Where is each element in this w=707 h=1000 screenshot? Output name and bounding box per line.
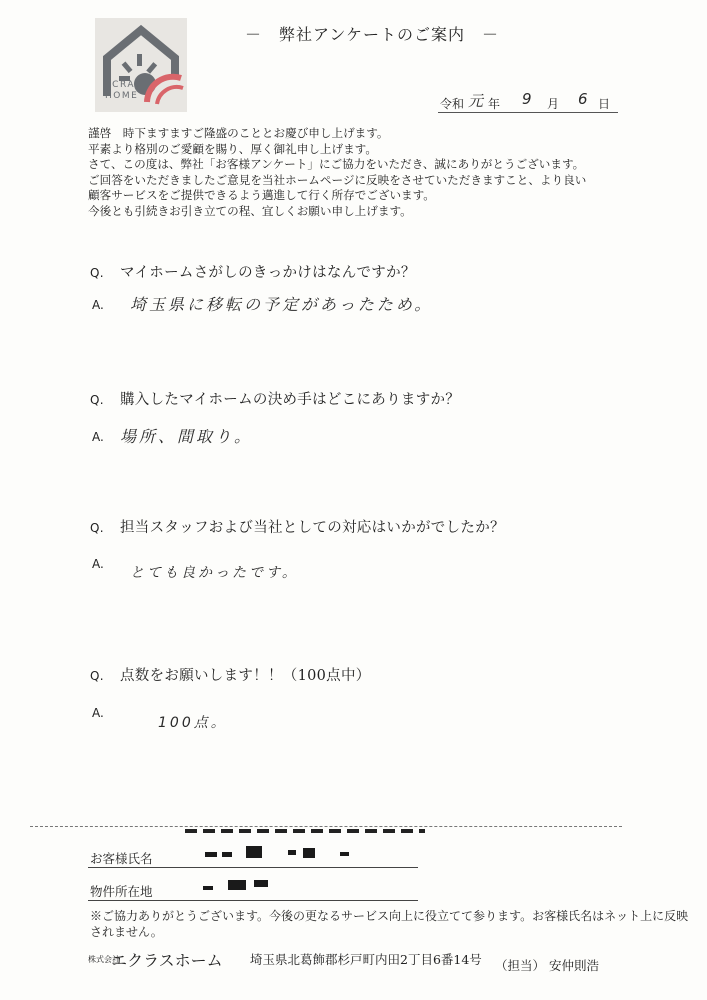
- staff-info: [495, 956, 599, 974]
- question-text: マイホームさがしのきっかけはなんですか？: [120, 265, 416, 281]
- date-year-unit: 年: [488, 97, 501, 111]
- footer-note: ※ご協力ありがとうございます。今後の更なるサービス向上に役立てて参ります。お客様氏名はネット上に反映されません。: [90, 909, 689, 939]
- company-logo: [95, 18, 187, 112]
- redacted-mark: [203, 886, 213, 890]
- company-type: 株式会社: [88, 954, 120, 964]
- page-title: － 弊社アンケートのご案内 －: [245, 25, 500, 44]
- answer-1: 埼玉県に移転の予定があったため。: [130, 295, 434, 314]
- answer-4: 100点。: [158, 715, 228, 731]
- redacted-mark: [222, 852, 232, 857]
- date-underline: [438, 112, 618, 113]
- question-1: [90, 261, 416, 282]
- redacted-mark: [254, 880, 268, 887]
- staff-name: 安仲則浩: [549, 958, 600, 973]
- greeting-line: ご回答をいただきましたご意見を当社ホームページに反映をさせていただきますこと、より良い: [88, 172, 587, 187]
- footer-divider: [30, 826, 622, 827]
- greeting-text: [88, 126, 586, 219]
- redacted-mark: [228, 880, 246, 890]
- redacted-mark: [340, 852, 349, 856]
- question-2: [90, 388, 460, 409]
- q-mark: Q.: [90, 669, 104, 683]
- answer-3: とても良かったです。: [130, 565, 299, 581]
- greeting-line: 平素より格別のご愛顧を賜り、厚く御礼申し上げます。: [88, 141, 377, 156]
- greeting-line: 謹啓 時下ますますご隆盛のこととお慶び申し上げます。: [88, 126, 389, 140]
- date-day-unit: 日: [598, 97, 611, 111]
- a-mark: A.: [92, 430, 104, 444]
- greeting-line: さて、この度は、弊社「お客様アンケート」にご協力をいただき、誠にありがとうございます。: [88, 157, 585, 171]
- question-text: 担当スタッフおよび当社としての対応はいかがでしたか？: [120, 520, 505, 536]
- date-year: 元: [468, 92, 484, 110]
- customer-name-label: お客様氏名: [90, 851, 153, 866]
- question-3: [90, 516, 505, 537]
- question-text: 購入したマイホームの決め手はどこにありますか？: [120, 392, 461, 408]
- a-mark: A.: [92, 298, 104, 312]
- q-mark: Q.: [90, 266, 104, 280]
- a-mark: A.: [92, 706, 104, 720]
- property-location-line: [88, 900, 418, 901]
- staff-label: （担当）: [495, 958, 546, 973]
- date-era: 令和: [440, 97, 465, 111]
- customer-name-line: [88, 867, 418, 868]
- redacted-mark: [205, 852, 217, 857]
- a-mark: A.: [92, 557, 104, 571]
- redacted-mark: [303, 848, 315, 858]
- company-name-text: エクラスホーム: [111, 951, 223, 970]
- greeting-line: 顧客サービスをご提供できるよう邁進して行く所存でございます。: [88, 188, 435, 202]
- company-address: 埼玉県北葛飾郡杉戸町内田2丁目6番14号: [250, 952, 482, 967]
- answer-2: 場所、間取り。: [120, 427, 254, 446]
- date-month-unit: 月: [547, 97, 560, 111]
- q-mark: Q.: [90, 521, 104, 535]
- logo-text-ecras: ECRAS: [105, 80, 143, 90]
- property-location-label: 物件所在地: [90, 884, 153, 899]
- date-day: 6: [578, 90, 588, 108]
- date-month: 9: [522, 90, 532, 108]
- redacted-mark: [246, 846, 262, 858]
- redacted-mark: [185, 829, 425, 833]
- q-mark: Q.: [90, 393, 104, 407]
- company-name: [88, 948, 223, 971]
- logo-text-home: HOME: [105, 91, 139, 101]
- question-text: 点数をお願いします！！（100点中）: [120, 668, 371, 684]
- question-4: [90, 664, 371, 685]
- redacted-mark: [288, 850, 296, 855]
- greeting-line: 今後とも引続きお引き立ての程、宜しくお願い申し上げます。: [88, 203, 412, 218]
